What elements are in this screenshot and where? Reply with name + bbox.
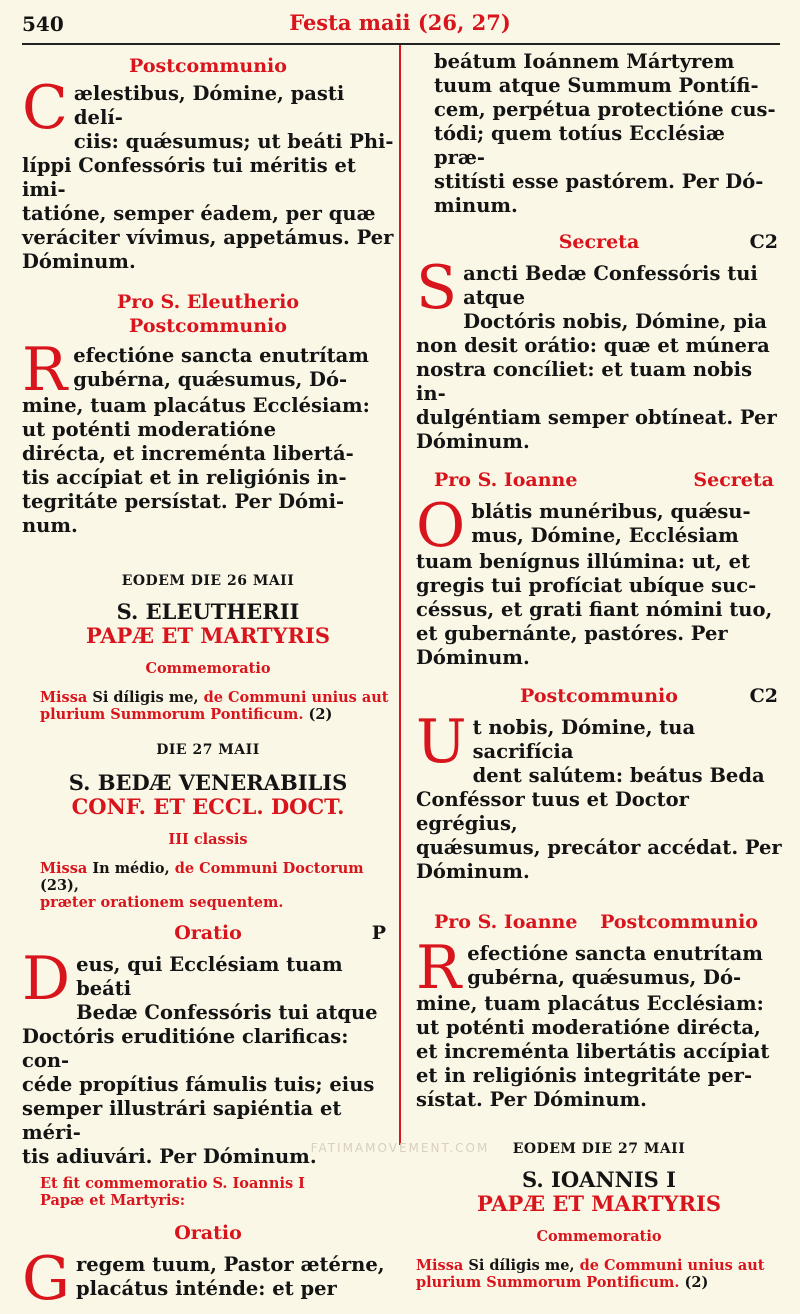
text-line: et in religiónis integritáte per-	[416, 1064, 753, 1087]
drop-initial: C	[22, 73, 68, 143]
prayer-text	[22, 73, 394, 274]
section-heading: Pro S. Eleutherio	[116, 291, 300, 313]
section-heading: Oratio	[174, 1222, 242, 1244]
prayer-text	[416, 933, 782, 1112]
saint-rank: PAPÆ ET MARTYRIS	[476, 1191, 721, 1216]
missa-incipit: Si díligis me,	[468, 1257, 575, 1274]
text-line: beátum Ioánnem Mártyrem	[434, 50, 735, 73]
drop-initial: R	[416, 933, 462, 1003]
text-line: efectióne sancta enutrítam	[467, 942, 763, 965]
text-line: ælestibus, Dómine, pasti delí-	[73, 82, 345, 129]
text-line: líppi Confessóris tui méritis et imi-	[22, 154, 356, 201]
classis-label: III classis	[168, 831, 248, 848]
text-line: Bedæ Confessóris tui atque	[76, 1001, 378, 1024]
commemoration-note: Et fit commemoratio S. Ioannis I Papæ et Martyris:	[40, 1175, 305, 1209]
missa-ref: de Communi unius aut plurium Summorum Pontificum.	[40, 689, 389, 723]
section-code: C2	[749, 685, 778, 707]
text-line: stitísti esse pastórem. Per Dó-	[434, 170, 764, 193]
text-line: céssus, et grati fiant nómini tuo,	[416, 598, 773, 621]
text-line: tegritáte persístat. Per Dómi-	[22, 490, 345, 513]
text-line: gregis tui profíciat ubíque suc-	[416, 574, 757, 597]
missa-incipit: In médio,	[92, 860, 170, 877]
feast-date: EODEM DIE 27 MAII	[512, 1141, 686, 1157]
text-line: mine, tuam placátus Ecclésiam:	[416, 992, 764, 1015]
feast-date: DIE 27 MAII	[156, 742, 260, 758]
section-heading	[416, 230, 782, 254]
prayer-text	[416, 253, 782, 454]
text-line: céde propítius fámulis tuis; eius	[22, 1073, 375, 1096]
right-column	[416, 50, 782, 1291]
saint-rank: CONF. ET ECCL. DOCT.	[71, 794, 345, 819]
heading-right: Postcommunio	[600, 911, 758, 933]
text-line: Dóminum.	[416, 430, 530, 453]
text-line: quǽsumus, precátor accédat. Per	[416, 836, 782, 859]
prayer-text	[416, 491, 782, 670]
drop-initial: R	[22, 335, 68, 405]
text-line: veráciter vívimus, appetámus. Per	[22, 226, 394, 249]
text-line: non desit orátio: quæ et múnera	[416, 334, 770, 357]
text-line: et gubernánte, pastóres. Per	[416, 622, 728, 645]
text-line: gubérna, quǽsumus, Dó-	[467, 966, 742, 989]
heading-left: Pro S. Ioanne	[434, 469, 578, 491]
watermark-footer: FATIMAMOVEMENT.COM	[310, 1141, 490, 1155]
text-line: Dóminum.	[416, 860, 530, 883]
text-line: tatióne, semper éadem, per quæ	[22, 202, 376, 225]
heading-label: Secreta	[558, 231, 640, 253]
missa-incipit: Si díligis me,	[92, 689, 199, 706]
column-divider	[399, 45, 401, 1145]
heading-right: Secreta	[693, 469, 774, 491]
drop-initial: S	[416, 253, 458, 323]
text-line: regem tuum, Pastor ætérne,	[75, 1253, 385, 1276]
commemoratio-label: Commemoratio	[536, 1228, 662, 1245]
section-heading: Postcommunio	[129, 55, 287, 77]
missa-num: (23),	[40, 877, 79, 894]
text-line: ciis: quǽsumus; ut beáti Phi-	[73, 130, 394, 153]
section-heading	[416, 468, 782, 492]
commemoratio-label: Commemoratio	[145, 660, 271, 677]
text-line: dent salútem: beátus Beda	[472, 764, 765, 787]
section-heading	[416, 684, 782, 708]
missa-label: Missa	[40, 689, 88, 706]
saint-name: S. BEDÆ VENERABILIS	[68, 770, 348, 795]
missa-extra: præter orationem sequentem.	[40, 894, 284, 911]
text-line: eus, qui Ecclésiam tuam beáti	[76, 953, 343, 1000]
missa-num: (2)	[684, 1274, 709, 1291]
heading-label: Postcommunio	[520, 685, 678, 707]
text-line: semper illustrári sapiéntia et méri-	[22, 1097, 342, 1144]
heading-left: Pro S. Ioanne	[434, 911, 578, 933]
feast-date: EODEM DIE 26 MAII	[121, 573, 295, 589]
prayer-lines	[22, 73, 394, 154]
section-heading	[416, 910, 782, 934]
heading-label: Oratio	[174, 922, 242, 944]
saint-rank: PAPÆ ET MARTYRIS	[85, 623, 330, 648]
page-header	[0, 0, 800, 44]
text-line: Dóminum.	[416, 646, 530, 669]
text-line: nostra concíliet: et tuam nobis in-	[416, 358, 753, 405]
missa-ref: de Communi Doctorum	[174, 860, 364, 877]
text-line: cem, perpétua protectióne cus-	[434, 98, 776, 121]
text-line: Doctóris eruditióne clarificas: con-	[22, 1025, 349, 1072]
text-line: mine, tuam placátus Ecclésiam: ut poténti moderatióne	[22, 394, 370, 441]
text-line: sístat. Per Dóminum.	[416, 1088, 647, 1111]
prayer-text	[22, 335, 394, 538]
text-line: dulgéntiam semper obtíneat. Per	[416, 406, 777, 429]
text-line: tis adiuvári. Per Dóminum.	[22, 1145, 317, 1168]
missa-ref: de Communi unius aut plurium Summorum Pontificum.	[416, 1257, 765, 1291]
missa-rubric	[22, 689, 394, 723]
text-line: tuum atque Summum Pontífi-	[434, 74, 759, 97]
text-line: efectióne sancta enutrítam	[73, 344, 369, 367]
text-line: Conféssor tuus et Doctor egrégius,	[416, 788, 689, 835]
missa-num: (2)	[308, 706, 333, 723]
prayer-text	[416, 707, 782, 884]
text-line: mus, Dómine, Ecclésiam	[471, 524, 739, 547]
header-rule	[22, 43, 780, 45]
prayer-text	[22, 944, 394, 1169]
page-number: 540	[22, 12, 64, 36]
text-line: tis accípiat et in religiónis in-	[22, 466, 347, 489]
text-line: ut poténti moderatióne dirécta,	[416, 1016, 761, 1039]
text-line: tódi; quem totíus Ecclésiæ præ-	[434, 122, 725, 169]
section-heading: Postcommunio	[129, 315, 287, 337]
drop-initial: D	[22, 944, 71, 1014]
prayer-text	[22, 1244, 394, 1314]
text-line: placátus inténde: et per	[75, 1277, 337, 1300]
section-code: C2	[749, 231, 778, 253]
text-line: et increménta libertátis accípiat	[416, 1040, 770, 1063]
left-column	[22, 50, 394, 1314]
text-line: t nobis, Dómine, tua sacrifícia	[472, 716, 696, 763]
drop-initial: U	[416, 707, 467, 777]
section-code: P	[371, 922, 386, 944]
text-line: minum.	[434, 194, 518, 217]
missa-label: Missa	[416, 1257, 464, 1274]
text-line: num.	[22, 514, 78, 537]
drop-initial: G	[22, 1244, 70, 1314]
prayer-continuation	[416, 50, 782, 218]
saint-name: S. ELEUTHERII	[116, 599, 300, 624]
text-line: dirécta, et increménta libertá-	[22, 442, 354, 465]
missa-rubric	[416, 1257, 782, 1291]
text-line: tuam benígnus illúmina: ut, et	[416, 550, 751, 573]
saint-name: S. IOANNIS I	[522, 1167, 676, 1192]
section-heading	[22, 921, 394, 945]
text-line: Dóminum.	[22, 250, 136, 273]
text-line: ancti Bedæ Confessóris tui atque	[463, 262, 758, 309]
running-title: Festa maii (26, 27)	[289, 10, 511, 35]
text-line: blátis munéribus, quǽsu-	[471, 500, 751, 523]
drop-initial: O	[416, 491, 466, 561]
text-line: Doctóris nobis, Dómine, pia	[463, 310, 767, 333]
text-line: gubérna, quǽsumus, Dó-	[73, 368, 348, 391]
missa-label: Missa	[40, 860, 88, 877]
missa-rubric	[22, 860, 394, 911]
